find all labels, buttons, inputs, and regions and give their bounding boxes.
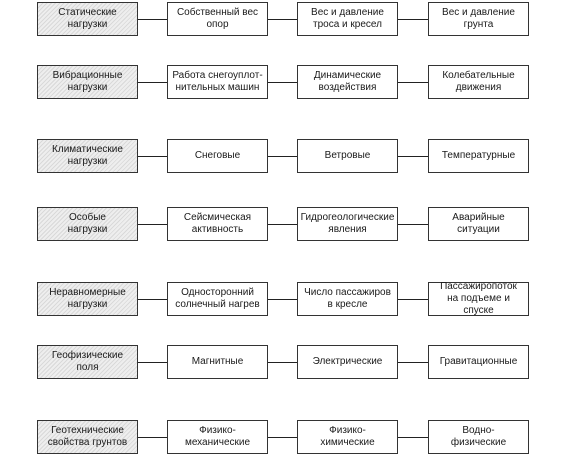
connector-line: [138, 362, 167, 363]
item-box: Температурные: [428, 139, 529, 173]
item-box: Аварийные ситуации: [428, 207, 529, 241]
category-box: Особые нагрузки: [37, 207, 138, 241]
item-box: Собственный вес опор: [167, 2, 268, 36]
connector-line: [138, 437, 167, 438]
category-box: Климатические нагрузки: [37, 139, 138, 173]
connector-line: [398, 299, 428, 300]
item-box: Динамические воздействия: [297, 65, 398, 99]
connector-line: [398, 82, 428, 83]
item-box: Магнитные: [167, 345, 268, 379]
connector-line: [138, 19, 167, 20]
connector-line: [268, 437, 297, 438]
connector-line: [398, 156, 428, 157]
category-box: Неравномерные нагрузки: [37, 282, 138, 316]
connector-line: [138, 82, 167, 83]
connector-line: [268, 19, 297, 20]
item-box: Число пассажиров в кресле: [297, 282, 398, 316]
category-box: Вибрационные нагрузки: [37, 65, 138, 99]
connector-line: [138, 299, 167, 300]
connector-line: [398, 362, 428, 363]
category-box: Геотехнические свойства грунтов: [37, 420, 138, 454]
item-box: Вес и давление троса и кресел: [297, 2, 398, 36]
connector-line: [268, 362, 297, 363]
item-box: Водно- физические: [428, 420, 529, 454]
connector-line: [268, 224, 297, 225]
item-box: Вес и давление грунта: [428, 2, 529, 36]
category-box: Статические нагрузки: [37, 2, 138, 36]
item-box: Электрические: [297, 345, 398, 379]
item-box: Физико- механические: [167, 420, 268, 454]
connector-line: [398, 19, 428, 20]
category-box: Геофизические поля: [37, 345, 138, 379]
item-box: Гравитационные: [428, 345, 529, 379]
item-box: Сейсмическая активность: [167, 207, 268, 241]
connector-line: [268, 82, 297, 83]
item-box: Пассажиропоток на подъеме и спуске: [428, 282, 529, 316]
connector-line: [138, 224, 167, 225]
item-box: Гидрогеологические явления: [297, 207, 398, 241]
connector-line: [398, 224, 428, 225]
connector-line: [138, 156, 167, 157]
item-box: Ветровые: [297, 139, 398, 173]
item-box: Односторонний солнечный нагрев: [167, 282, 268, 316]
connector-line: [268, 299, 297, 300]
item-box: Физико- химические: [297, 420, 398, 454]
connector-line: [268, 156, 297, 157]
connector-line: [398, 437, 428, 438]
item-box: Колебательные движения: [428, 65, 529, 99]
item-box: Работа снегоуплот- нительных машин: [167, 65, 268, 99]
item-box: Снеговые: [167, 139, 268, 173]
